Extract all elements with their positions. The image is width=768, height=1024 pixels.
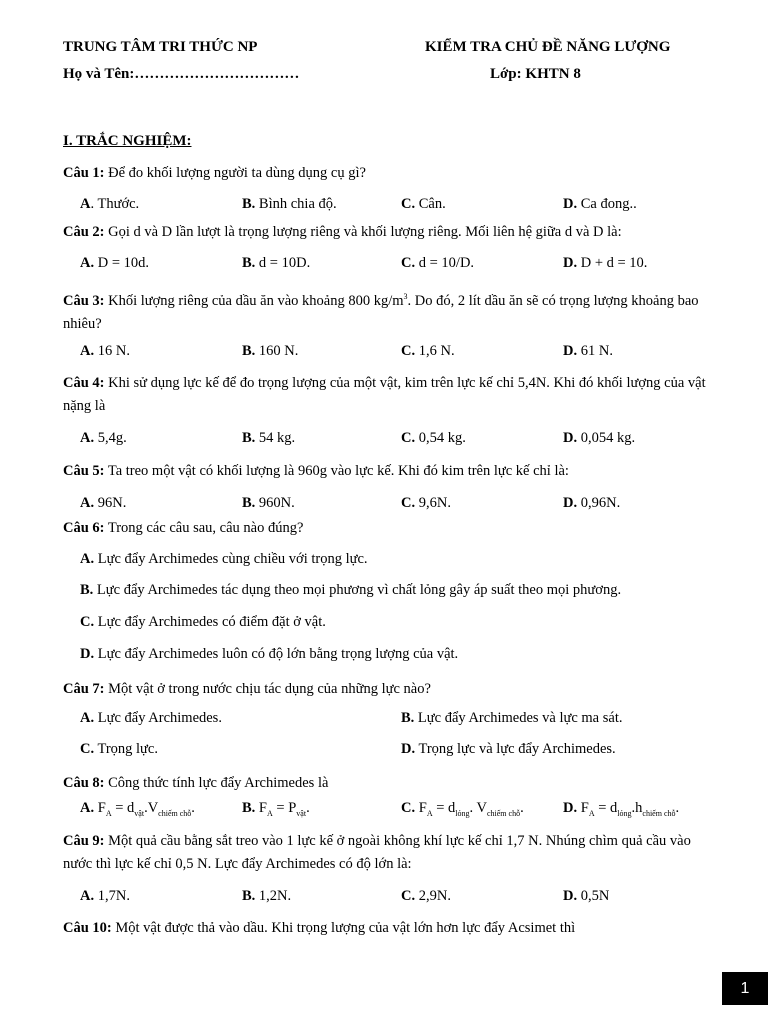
test-title: KIỂM TRA CHỦ ĐỀ NĂNG LƯỢNG [425,39,671,55]
option-d: D. Ca đong.. [563,196,637,212]
option-c: C. 0,54 kg. [401,430,466,446]
question-6 [63,517,723,540]
option-b: B. 54 kg. [242,430,296,446]
name-field-label: Họ và Tên:…………………………… [63,66,300,82]
option-c: C. d = 10/D. [401,255,475,271]
question-5 [63,460,723,483]
question-text: Một quả cầu bằng sắt treo vào 1 lực kế ở ngoài không khí lực kế chỉ 1,7 N. Nhúng chìm quả cầu vào nước thì lực kế chỉ 0,5 N. Lực đẩy Archimedes có độ lớn là: [63,833,691,872]
option-b: B. 960N. [242,495,295,511]
question-text: Một vật được thả vào dầu. Khi trọng lượng của vật lớn hơn lực đẩy Acsimet thì [111,920,576,936]
question-text: Để đo khối lượng người ta dùng dụng cụ gì? [104,165,366,181]
option-c: C. 2,9N. [401,888,451,904]
question-8 [63,772,723,795]
question-number: Câu 4: [63,375,105,391]
question-text: Khi sử dụng lực kế để đo trọng lượng của một vật, kim trên lực kế chỉ 5,4N. Khi đó khối lượng của vật nặng là [63,375,706,414]
option-b: B. $F_A = P_{vật}$. [242,800,310,818]
question-text: Gọi d và D lần lượt là trọng lượng riêng và khối lượng riêng. Mối liên hệ giữa d và D là: [104,224,622,240]
option-c: C. Cân. [401,196,446,212]
question-number: Câu 3: [63,292,105,309]
option-d: D. 0,054 kg. [563,430,636,446]
question-6-option-d: D. Lực đẩy Archimedes luôn có độ lớn bằng trọng lượng của vật. [80,646,459,662]
option-a: A. 5,4g. [80,430,127,446]
option-c: C. $F_A = d_{lỏng}$. $V_{chiếm chỗ}$. [401,800,524,818]
question-9 [63,830,723,876]
question-number: Câu 5: [63,463,105,479]
question-7 [63,678,723,701]
question-number: Câu 10: [63,920,112,936]
question-number: Câu 9: [63,833,105,849]
question-3: Câu 3: Khối lượng riêng của dầu ăn vào khoảng 800 $kg/m^3$. Do đó, 2 lít dầu ăn sẽ có trọng lượng khoảng bao nhiêu? [63,292,699,332]
class-label: Lớp: KHTN 8 [490,66,581,82]
question-number: Câu 1: [63,165,105,181]
question-number: Câu 7: [63,681,105,697]
option-d: D. 61 N. [563,343,613,359]
option-b: B. Bình chia độ. [242,196,337,212]
center-name: TRUNG TÂM TRI THỨC NP [63,39,258,55]
page-number: 1 [722,972,768,1005]
question-text: Trong các câu sau, câu nào đúng? [104,520,304,536]
option-d: D. $F_A = d_{lỏng}.h_{chiếm chỗ}$. [563,800,680,818]
option-d: D. Trọng lực và lực đẩy Archimedes. [401,741,616,757]
section-heading: I. TRẮC NGHIỆM: [63,133,192,149]
question-6-option-a: A. Lực đẩy Archimedes cùng chiều với trọng lực. [80,551,368,567]
option-a: A. $F_A = d_{vật}.V_{chiếm chỗ}$. [80,800,195,818]
question-10 [63,917,723,940]
option-d: D. D + d = 10. [563,255,648,271]
question-text: Ta treo một vật có khối lượng là 960g vào lực kế. Khi đó kim trên lực kế chỉ là: [104,463,569,479]
option-d: D. 0,5N [563,888,610,904]
question-4 [63,372,723,418]
question-6-option-b: B. Lực đẩy Archimedes tác dụng theo mọi phương vì chất lỏng gây áp suất theo mọi phương. [80,582,622,598]
question-number: Câu 6: [63,520,105,536]
option-a: A. 96N. [80,495,127,511]
option-a: A. D = 10d. [80,255,150,271]
option-b: B. 160 N. [242,343,299,359]
question-6-option-c: C. Lực đẩy Archimedes có điểm đặt ở vật. [80,614,326,630]
option-b: B. Lực đẩy Archimedes và lực ma sát. [401,710,623,726]
option-a: A. Thước. [80,196,140,212]
option-a: A. 16 N. [80,343,130,359]
option-b: B. d = 10D. [242,255,311,271]
question-2 [63,221,723,244]
option-c: C. Trọng lực. [80,741,158,757]
question-text: Một vật ở trong nước chịu tác dụng của những lực nào? [104,681,431,697]
question-number: Câu 8: [63,775,105,791]
question-number: Câu 2: [63,224,105,240]
question-1 [63,162,723,185]
question-text: Công thức tính lực đẩy Archimedes là [104,775,329,791]
option-a: A. 1,7N. [80,888,130,904]
option-a: A. Lực đẩy Archimedes. [80,710,222,726]
option-c: C. 1,6 N. [401,343,455,359]
option-d: D. 0,96N. [563,495,621,511]
option-c: C. 9,6N. [401,495,451,511]
option-b: B. 1,2N. [242,888,292,904]
